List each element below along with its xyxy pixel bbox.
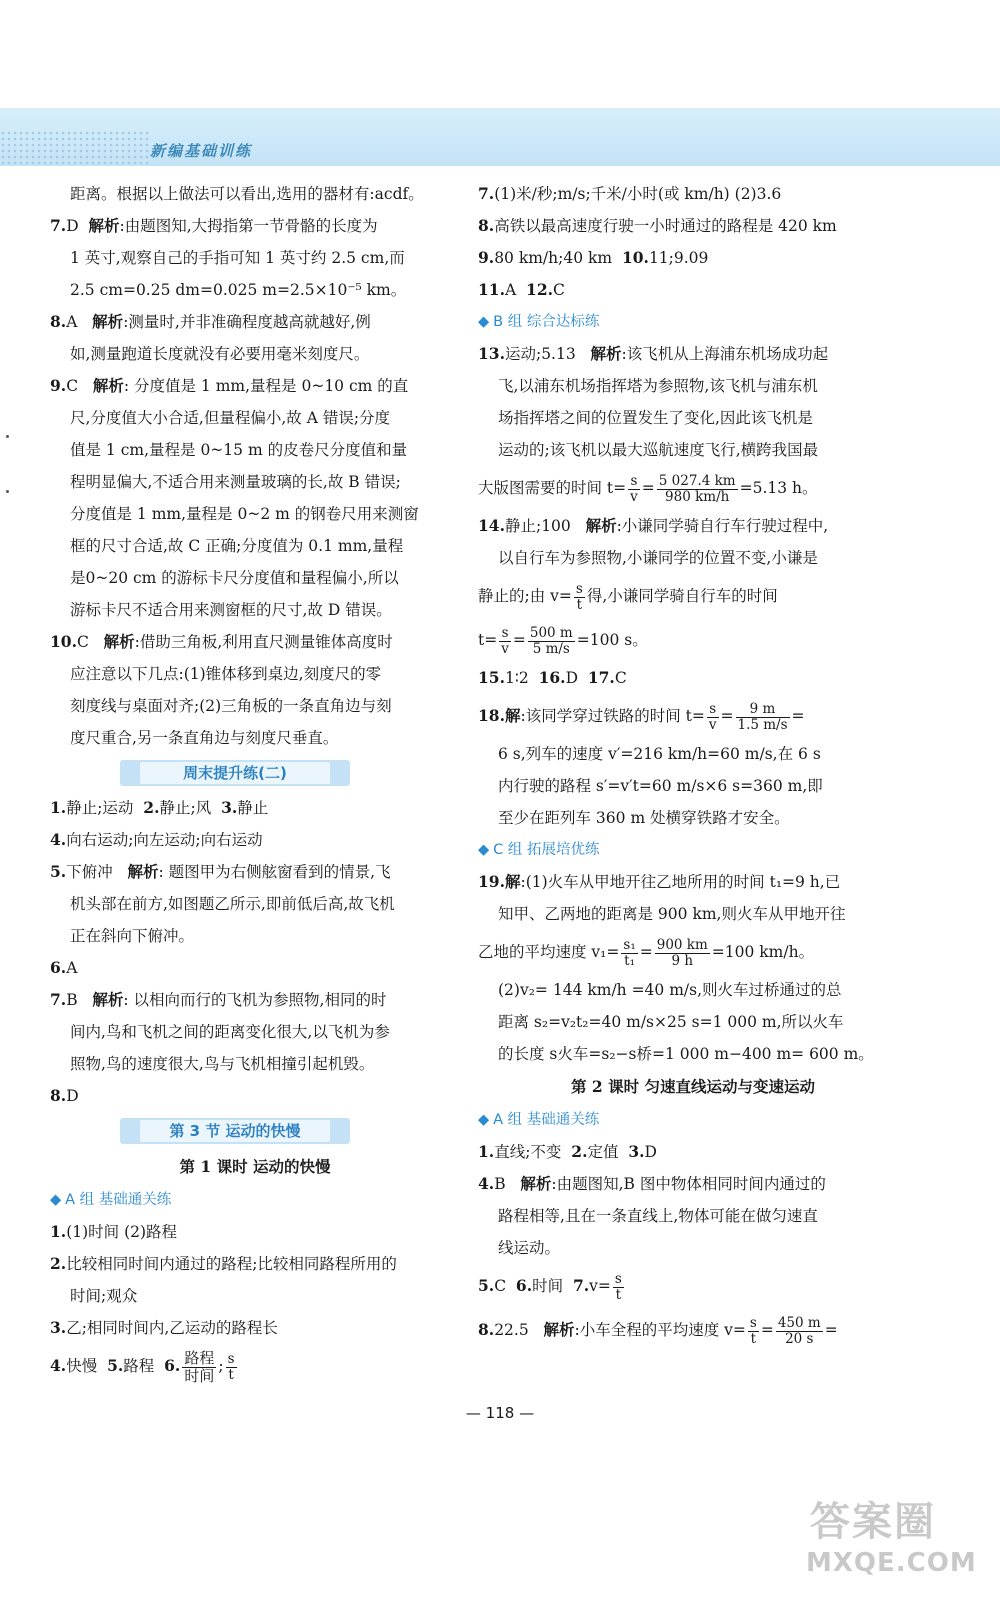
question-number: 1. xyxy=(50,798,67,817)
answer-line xyxy=(478,1264,908,1308)
answer-line xyxy=(50,824,460,856)
question-number: 10. xyxy=(50,632,77,651)
fraction xyxy=(613,1272,624,1303)
answer-text: 11;9.09 xyxy=(648,249,709,267)
question-number: 19. xyxy=(478,872,505,891)
fraction xyxy=(528,626,575,657)
text-span: = xyxy=(720,707,734,725)
group-heading xyxy=(50,1184,460,1216)
answer-text: 高铁以最高速度行驶一小时通过的路程是 420 km xyxy=(494,217,837,235)
text-line: 1 英寸,观察自己的手指可知 1 英寸约 2.5 cm,而 xyxy=(70,249,405,267)
answer-text: 路程 xyxy=(123,1357,155,1375)
analysis-label: 解析 xyxy=(92,312,124,331)
question-number: 5. xyxy=(107,1356,124,1375)
text-line: 如,测量跑道长度就没有必要用毫米刻度尺。 xyxy=(70,345,370,363)
answer-line xyxy=(478,242,908,274)
answer-text: 乙;相同时间内,乙运动的路程长 xyxy=(66,1319,278,1337)
question-number: 12. xyxy=(526,280,553,299)
fraction xyxy=(499,626,511,657)
fraction xyxy=(736,702,790,733)
fraction-denominator: 时间 xyxy=(184,1366,215,1385)
text-span: :小车全程的平均速度 v= xyxy=(574,1321,746,1339)
question-number: 4. xyxy=(50,1356,67,1375)
fraction-numerator: 450 m xyxy=(777,1314,821,1331)
question-number: 4. xyxy=(478,1174,495,1193)
text-line: 正在斜向下俯冲。 xyxy=(70,927,195,945)
text-line: 尺,分度值大小合适,但量程偏小,故 A 错误;分度 xyxy=(70,409,391,427)
answer-text: 80 km/h;40 km xyxy=(494,249,613,267)
text-line: 游标卡尺不适合用来测窗框的尺寸,故 D 错误。 xyxy=(70,601,392,619)
fraction-numerator: s xyxy=(628,474,640,490)
answer-text: (1)时间 (2)路程 xyxy=(66,1223,178,1241)
fraction-numerator: 9 m xyxy=(736,702,790,718)
question-number: 11. xyxy=(478,280,505,299)
text-span: = xyxy=(760,1321,774,1339)
group-heading-label: C 组 拓展培优练 xyxy=(493,842,600,858)
section-banner xyxy=(120,760,350,786)
answer-text: C xyxy=(614,669,627,687)
fraction-numerator: s xyxy=(227,1350,235,1367)
fraction-numerator: 500 m xyxy=(529,624,573,641)
question-number: 8. xyxy=(478,216,495,235)
text-line: :(1)火车从甲地开往乙地所用的时间 t₁=9 h,已 xyxy=(520,873,841,891)
text-line: 至少在距列车 360 m 处横穿铁路才安全。 xyxy=(498,809,790,827)
answer-line xyxy=(478,1136,908,1168)
question-number: 8. xyxy=(50,312,67,331)
analysis-label: 解析 xyxy=(92,376,124,395)
answer-line xyxy=(50,1216,460,1248)
text-span: 乙地的平均速度 v₁= xyxy=(478,943,620,961)
section-banner-title: 第 3 节 运动的快慢 xyxy=(140,1120,330,1142)
text-line: 以自行车为参照物,小谦同学的位置不变,小谦是 xyxy=(498,549,818,567)
text-span: = xyxy=(512,631,526,649)
text-span: =100 km/h。 xyxy=(711,943,815,961)
fraction xyxy=(621,938,637,969)
question-number: 18. xyxy=(478,706,505,725)
question-number: 2. xyxy=(143,798,160,817)
text-line: 线运动。 xyxy=(498,1239,561,1257)
answer-line xyxy=(478,662,908,694)
fraction-denominator: t xyxy=(750,1330,757,1347)
fraction xyxy=(657,474,738,505)
text-line: 是0~20 cm 的游标卡尺分度值和量程偏小,所以 xyxy=(70,569,399,587)
fraction xyxy=(655,938,710,969)
fraction-numerator: 路程 xyxy=(184,1348,215,1367)
answer-text: A xyxy=(66,959,78,977)
fraction-denominator: t xyxy=(576,596,583,613)
diamond-icon: ◆ xyxy=(478,314,490,330)
answer-text: 时间 xyxy=(532,1277,564,1295)
section-banner xyxy=(120,1118,350,1144)
answer-text: 快慢 xyxy=(66,1357,98,1375)
analysis-label: 解析 xyxy=(590,344,622,363)
left-column xyxy=(50,178,460,1388)
text-line: 分度值是 1 mm,量程是 0~2 m 的钢卷尺用来测窗 xyxy=(70,505,419,523)
answer-text: C xyxy=(553,281,565,299)
answer-text: B xyxy=(494,1175,506,1193)
question-number: 2. xyxy=(50,1254,67,1273)
text-span: t= xyxy=(478,631,498,649)
text-span: = xyxy=(639,943,653,961)
question-number: 14. xyxy=(478,516,505,535)
question-number: 15. xyxy=(478,668,505,687)
answer-14 xyxy=(478,510,908,542)
analysis-label: 解析 xyxy=(543,1320,575,1339)
question-number: 7. xyxy=(572,1276,590,1295)
text-line: : 以相向而行的飞机为参照物,相同的时 xyxy=(123,991,387,1009)
question-number: 9. xyxy=(50,376,67,395)
text-span: 静止的;由 v= xyxy=(478,587,572,605)
section-banner-title: 周末提升练(二) xyxy=(140,762,330,784)
question-number: 13. xyxy=(478,344,505,363)
solution-label: 解 xyxy=(504,706,521,725)
fraction xyxy=(628,474,640,505)
answer-line xyxy=(478,274,908,306)
answer-10 xyxy=(50,626,460,658)
question-number: 8. xyxy=(50,1086,67,1105)
lesson-title: 第 2 课时 匀速直线运动与变速运动 xyxy=(571,1077,815,1096)
text-span: 得,小谦同学骑自行车的时间 xyxy=(586,587,778,605)
text-line: :由题图知,大拇指第一节骨骼的长度为 xyxy=(119,217,378,235)
analysis-label: 解析 xyxy=(103,632,135,651)
answer-line xyxy=(478,210,908,242)
answer-text: v= xyxy=(589,1277,611,1295)
answer-line xyxy=(50,792,460,824)
margin-mark xyxy=(6,435,9,438)
text-line: :测量时,并非准确程度越高就越好,例 xyxy=(123,313,371,331)
text-span: 大版图需要的时间 t= xyxy=(478,479,627,497)
analysis-label: 解析 xyxy=(88,216,120,235)
question-number: 5. xyxy=(50,862,67,881)
text-line: 值是 1 cm,量程是 0~15 m 的皮卷尺分度值和量 xyxy=(70,441,408,459)
text-line: 知甲、乙两地的距离是 900 km,则火车从甲地开往 xyxy=(498,905,846,923)
answer-line xyxy=(50,984,460,1016)
answer-line xyxy=(478,1168,908,1200)
right-column xyxy=(478,178,908,1352)
fraction xyxy=(776,1316,823,1347)
question-number: 17. xyxy=(587,668,615,687)
answer-line xyxy=(50,856,460,888)
question-number: 6. xyxy=(164,1356,181,1375)
question-number: 7. xyxy=(50,990,67,1009)
answer-choice: C xyxy=(76,633,89,651)
answer-text: 静止 xyxy=(237,799,269,817)
header-title: 新编基础训练 xyxy=(150,142,253,160)
answer-line xyxy=(50,952,460,984)
text-span: =5.13 h。 xyxy=(739,479,818,497)
fraction-numerator: 5 027.4 km xyxy=(658,472,736,489)
answer-choice: A xyxy=(66,313,78,331)
answer-line xyxy=(50,1312,460,1344)
text-line: 间内,鸟和飞机之间的距离变化很大,以飞机为参 xyxy=(70,1023,390,1041)
answer-text: A xyxy=(504,281,517,299)
fraction-denominator: v xyxy=(630,488,638,505)
text-span: = xyxy=(824,1321,838,1339)
answer-text: 向右运动;向左运动;向右运动 xyxy=(66,831,263,849)
text-line: 刻度线与桌面对齐;(2)三角板的一条直角边与刻 xyxy=(70,697,392,715)
text-line: :由题图知,B 图中物体相同时间内通过的 xyxy=(551,1175,826,1193)
group-heading-label: A 组 基础通关练 xyxy=(65,1192,172,1208)
text-line: : 题图甲为右侧舷窗看到的情景,飞 xyxy=(158,863,391,881)
question-number: 3. xyxy=(221,798,238,817)
fraction xyxy=(707,702,719,733)
answer-text: C xyxy=(494,1277,507,1295)
answer-text: 静止;风 xyxy=(159,799,212,817)
fraction-denominator: t xyxy=(228,1366,234,1383)
formula-line xyxy=(478,574,908,618)
lesson-title: 第 1 课时 运动的快慢 xyxy=(179,1157,331,1176)
answer-line xyxy=(50,1248,460,1280)
group-heading xyxy=(478,306,908,338)
answer-7 xyxy=(50,210,460,242)
text-line: :小谦同学骑自行车行驶过程中, xyxy=(616,517,829,535)
group-heading xyxy=(478,834,908,866)
fraction xyxy=(748,1316,759,1347)
text-span: = xyxy=(641,479,655,497)
formula-line xyxy=(478,466,908,510)
answer-text: (1)米/秒;m/s;千米/小时(或 km/h) (2)3.6 xyxy=(494,185,782,203)
text-line: (2)v₂= 144 km/h =40 m/s,则火车过桥通过的总 xyxy=(498,981,842,999)
analysis-label: 解析 xyxy=(127,862,159,881)
group-heading xyxy=(478,1104,908,1136)
analysis-label: 解析 xyxy=(520,1174,552,1193)
answer-text: D xyxy=(66,1087,79,1105)
answer-text: 下俯冲 xyxy=(66,863,113,881)
margin-mark xyxy=(6,490,9,493)
watermark-logo: 答案圈 xyxy=(810,1499,936,1545)
answer-line xyxy=(478,1308,908,1352)
answer-text: 静止;100 xyxy=(504,517,571,535)
text-line: 2.5 cm=0.25 dm=0.025 m=2.5×10⁻⁵ km。 xyxy=(70,281,407,299)
question-number: 10. xyxy=(621,248,649,267)
watermark-url: MXQE.COM xyxy=(806,1548,977,1578)
group-heading-label: A 组 基础通关练 xyxy=(493,1112,600,1128)
question-number: 7. xyxy=(50,216,67,235)
question-number: 6. xyxy=(50,958,67,977)
fraction-denominator: v xyxy=(708,716,717,733)
answer-19 xyxy=(478,866,908,898)
fraction-numerator: 900 km xyxy=(656,936,708,953)
text-line: 机头部在前方,如图题乙所示,即前低后高,故飞机 xyxy=(70,895,395,913)
analysis-label: 解析 xyxy=(92,990,124,1009)
answer-text: 比较相同时间内通过的路程;比较相同路程所用的 xyxy=(66,1255,397,1273)
answer-text: D xyxy=(565,669,578,687)
fraction-numerator: s xyxy=(499,626,511,642)
answer-9 xyxy=(50,370,460,402)
fraction xyxy=(182,1350,216,1385)
question-number: 9. xyxy=(478,248,495,267)
fraction-denominator: 20 s xyxy=(785,1330,814,1347)
text-line: 6 s,列车的速度 v′=216 km/h=60 m/s,在 6 s xyxy=(498,745,821,763)
question-number: 8. xyxy=(478,1320,495,1339)
text-line: 距离。根据以上做法可以看出,选用的器材有:acdf。 xyxy=(70,185,424,203)
formula-line xyxy=(478,930,908,974)
fraction-numerator: s xyxy=(575,580,583,597)
answer-text: 静止;运动 xyxy=(66,799,134,817)
question-number: 1. xyxy=(50,1222,67,1241)
fraction-denominator: 1.5 m/s xyxy=(737,716,788,733)
analysis-label: 解析 xyxy=(585,516,617,535)
answer-18 xyxy=(478,694,908,738)
text-line: 飞,以浦东机场指挥塔为参照物,该飞机与浦东机 xyxy=(498,377,818,395)
text-line: 场指挥塔之间的位置发生了变化,因此该飞机是 xyxy=(498,409,813,427)
fraction-numerator: s xyxy=(707,702,719,718)
answer-8 xyxy=(50,306,460,338)
text-line: : 分度值是 1 mm,量程是 0~10 cm 的直 xyxy=(123,377,409,395)
header-dot-pattern xyxy=(0,130,150,166)
fraction xyxy=(574,582,585,613)
answer-line xyxy=(478,178,908,210)
text-line: 距离 s₂=v₂t₂=40 m/s×25 s=1 000 m,所以火车 xyxy=(498,1013,844,1031)
fraction-numerator: s xyxy=(749,1314,757,1331)
answer-line: 4.快慢 5.路程 6. $\frac{\text{路程}}{\text{时间}}$ ; $\frac{s}{t}$ xyxy=(50,1348,235,1385)
text-line: 框的尺寸合适,故 C 正确;分度值为 0.1 mm,量程 xyxy=(70,537,404,555)
answer-text: 直线;不变 xyxy=(494,1143,562,1161)
text-line: 的长度 s火车=s₂−s桥=1 000 m−400 m= 600 m。 xyxy=(498,1045,874,1063)
fraction-denominator: 5 m/s xyxy=(532,640,570,657)
fraction-denominator: t xyxy=(615,1286,622,1303)
text-line: 内行驶的路程 s′=v′t=60 m/s×6 s=360 m,即 xyxy=(498,777,823,795)
question-number: 16. xyxy=(538,668,566,687)
answer-choice: D xyxy=(66,217,79,235)
answer-text: D xyxy=(644,1143,657,1161)
diamond-icon: ◆ xyxy=(50,1192,62,1208)
fraction xyxy=(226,1352,237,1383)
text-line: 程明显偏大,不适合用来测量玻璃的长,故 B 错误; xyxy=(70,473,401,491)
formula-line xyxy=(478,618,908,662)
answer-text: B xyxy=(66,991,78,1009)
text-line: 度尺重合,另一条直角边与刻度尺垂直。 xyxy=(70,729,339,747)
answer-13 xyxy=(478,338,908,370)
text-line: 应注意以下几点:(1)锥体移到桌边,刻度尺的零 xyxy=(70,665,382,683)
question-number: 4. xyxy=(50,830,67,849)
page-number: — 118 — xyxy=(465,1404,535,1422)
answer-text: 1∶2 xyxy=(504,669,529,687)
solution-label: 解 xyxy=(504,872,521,891)
question-number: 5. xyxy=(478,1276,495,1295)
text-line: :借助三角板,利用直尺测量锥体高度时 xyxy=(134,633,393,651)
diamond-icon: ◆ xyxy=(478,1112,490,1128)
fraction-denominator: 9 h xyxy=(671,952,694,969)
text-line: 照物,鸟的速度很大,鸟与飞机相撞引起机毁。 xyxy=(70,1055,375,1073)
question-number: 6. xyxy=(515,1276,533,1295)
fraction-numerator: s xyxy=(614,1270,622,1287)
fraction-denominator: t₁ xyxy=(624,952,635,969)
text-line: :该飞机从上海浦东机场成功起 xyxy=(621,345,829,363)
text-line: 运动的;该飞机以最大巡航速度飞行,横跨我国最 xyxy=(498,441,819,459)
answer-text: 运动;5.13 xyxy=(504,345,576,363)
fraction-denominator: v xyxy=(501,640,509,657)
text-line: 路程相等,且在一条直线上,物体可能在做匀速直 xyxy=(498,1207,818,1225)
question-number: 1. xyxy=(478,1142,495,1161)
question-number: 2. xyxy=(571,1142,588,1161)
question-number: 3. xyxy=(50,1318,67,1337)
answer-text: 定值 xyxy=(587,1143,619,1161)
answer-line xyxy=(50,1080,460,1112)
text-span: :该同学穿过铁路的时间 t= xyxy=(520,707,705,725)
diamond-icon: ◆ xyxy=(478,842,490,858)
answer-text: 22.5 xyxy=(494,1321,529,1339)
answer-choice: C xyxy=(66,377,79,395)
text-span: =100 s。 xyxy=(576,631,648,649)
question-number: 7. xyxy=(478,184,495,203)
text-line: 时间;观众 xyxy=(70,1287,138,1305)
group-heading-label: B 组 综合达标练 xyxy=(493,314,600,330)
text-span: = xyxy=(791,707,805,725)
fraction-numerator: s₁ xyxy=(623,936,636,953)
fraction-denominator: 980 km/h xyxy=(665,488,730,505)
question-number: 3. xyxy=(628,1142,645,1161)
